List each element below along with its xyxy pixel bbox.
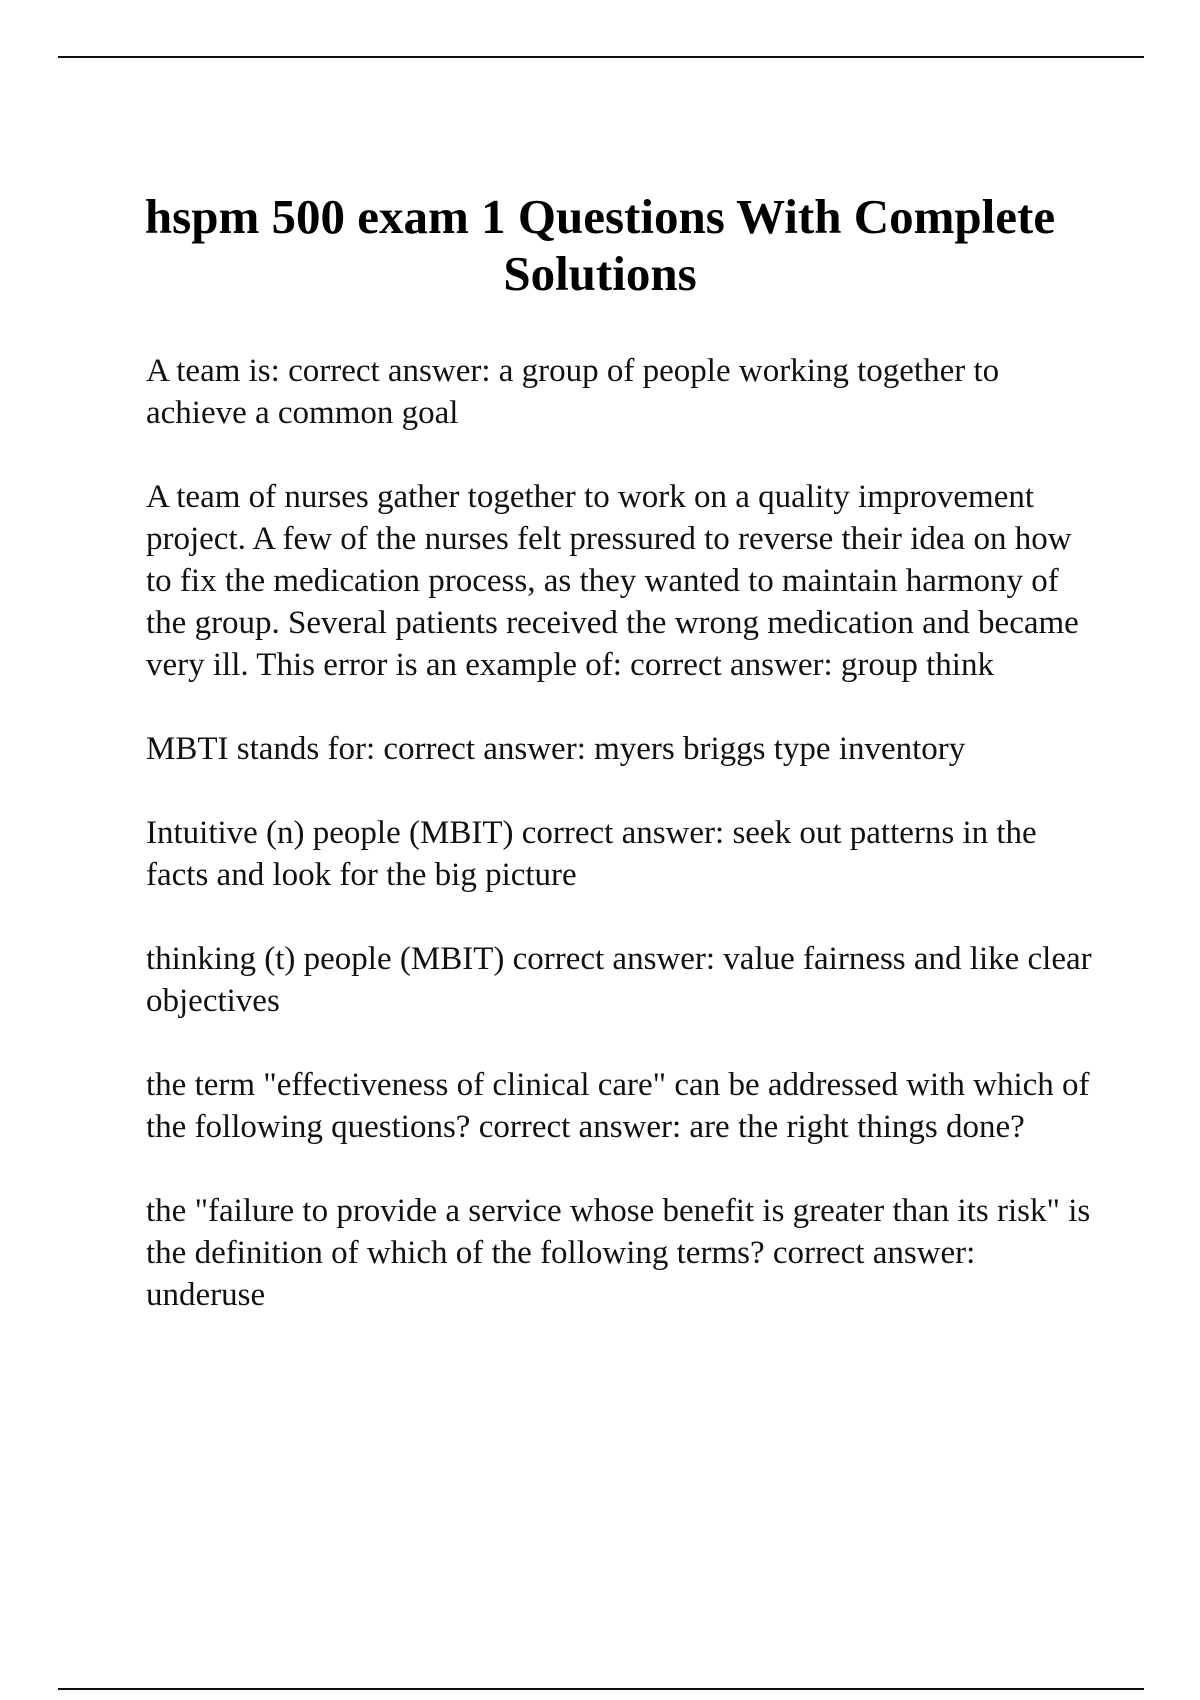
qa-list (146, 350, 1096, 1358)
qa-item: MBTI stands for: correct answer: myers briggs type inventory (146, 731, 966, 767)
qa-item: the term "effectiveness of clinical care" can be addressed with which of the following questions? correct answer: are the right things done? (146, 1067, 1090, 1145)
qa-item: the "failure to provide a service whose benefit is greater than its risk" is the definition of which of the following terms? correct answer: underuse (146, 1193, 1091, 1313)
header-rule (58, 56, 1144, 58)
qa-item: A team of nurses gather together to work on a quality improvement project. A few of the nurses felt pressured to reverse their idea on how to fix the medication process, as they wanted to maintain harmony of the group. Several patients received the wrong medication and became very ill. This error is an example of: correct answer: group think (146, 479, 1079, 683)
qa-item: Intuitive (n) people (MBIT) correct answer: seek out patterns in the facts and look for the big picture (146, 815, 1037, 893)
qa-item: A team is: correct answer: a group of people working together to achieve a common goal (146, 353, 1000, 431)
qa-item: thinking (t) people (MBIT) correct answer: value fairness and like clear objectives (146, 941, 1092, 1019)
footer-rule (58, 1688, 1144, 1690)
document-title: hspm 500 exam 1 Questions With Complete Solutions (144, 189, 1056, 301)
